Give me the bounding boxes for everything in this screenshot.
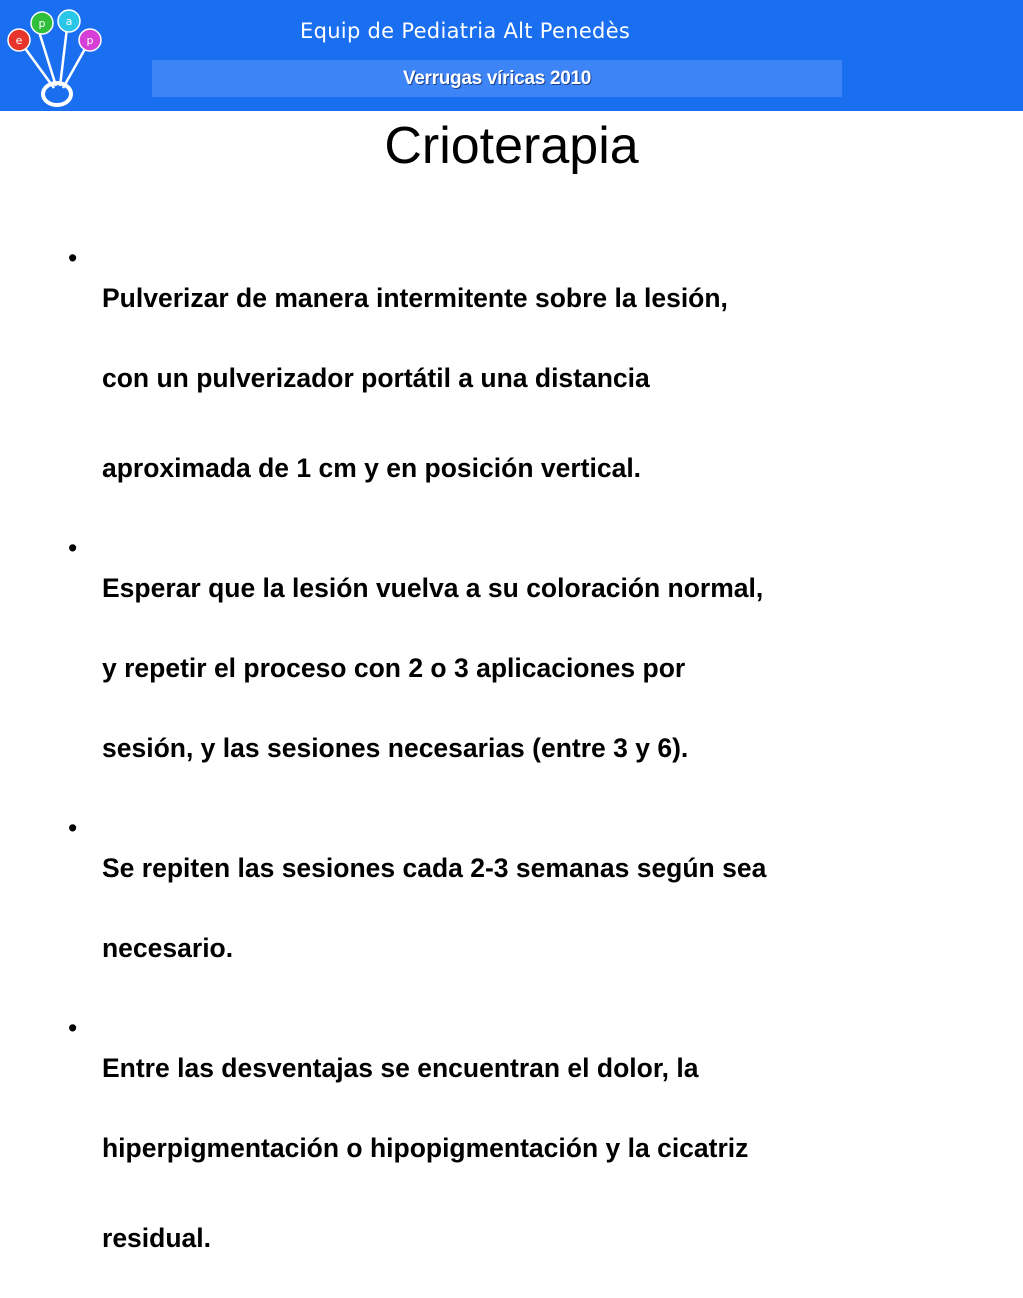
subtitle-bar — [152, 60, 842, 97]
bullet-line: Se repiten las sesiones cada 2-3 semanas según sea — [102, 853, 767, 883]
bullet-text — [102, 808, 988, 1008]
bullet-line: Entre las desventajas se encuentran el dolor, la — [102, 1053, 699, 1083]
logo-letter-p2: p — [86, 34, 94, 47]
logo-letter-a: a — [65, 15, 73, 28]
bullet-item — [68, 238, 988, 528]
bullet-list — [68, 238, 988, 1298]
bullet-line: necesario. — [102, 933, 234, 963]
bullet-line: sesión, y las sesiones necesarias (entre 3 y 6). — [102, 733, 689, 763]
bullet-item — [68, 528, 988, 808]
bullet-text — [102, 528, 988, 808]
bullet-line: Esperar que la lesión vuelva a su coloración normal, — [102, 573, 764, 603]
subtitle-text: Verrugas víricas 2010 — [402, 67, 592, 89]
bullet-text — [102, 1008, 988, 1298]
logo-letter-e: e — [15, 34, 23, 47]
bullet-item — [68, 808, 988, 1008]
bullet-dot-icon: • — [68, 533, 78, 563]
logo-letter-p1: p — [38, 17, 46, 30]
bullet-text — [102, 238, 988, 528]
bullet-line: Pulverizar de manera intermitente sobre la lesión, — [102, 283, 728, 313]
bullet-dot-icon: • — [68, 243, 78, 273]
bullet-line: aproximada de 1 cm y en posición vertical. — [102, 453, 642, 483]
header-banner — [0, 0, 1023, 111]
slide-title: Crioterapia — [384, 117, 639, 175]
balloons-logo-icon — [6, 6, 110, 108]
bullet-dot-icon: • — [68, 1013, 78, 1043]
header-title: Equip de Pediatria Alt Penedès — [300, 19, 631, 43]
bullet-dot-icon: • — [68, 813, 78, 843]
bullet-line: residual. — [102, 1223, 211, 1253]
bullet-item — [68, 1008, 988, 1298]
bullet-line: y repetir el proceso con 2 o 3 aplicaciones por — [102, 653, 686, 683]
bullet-line: con un pulverizador portátil a una distancia — [102, 363, 650, 393]
bullet-line: hiperpigmentación o hipopigmentación y la cicatriz — [102, 1133, 749, 1163]
